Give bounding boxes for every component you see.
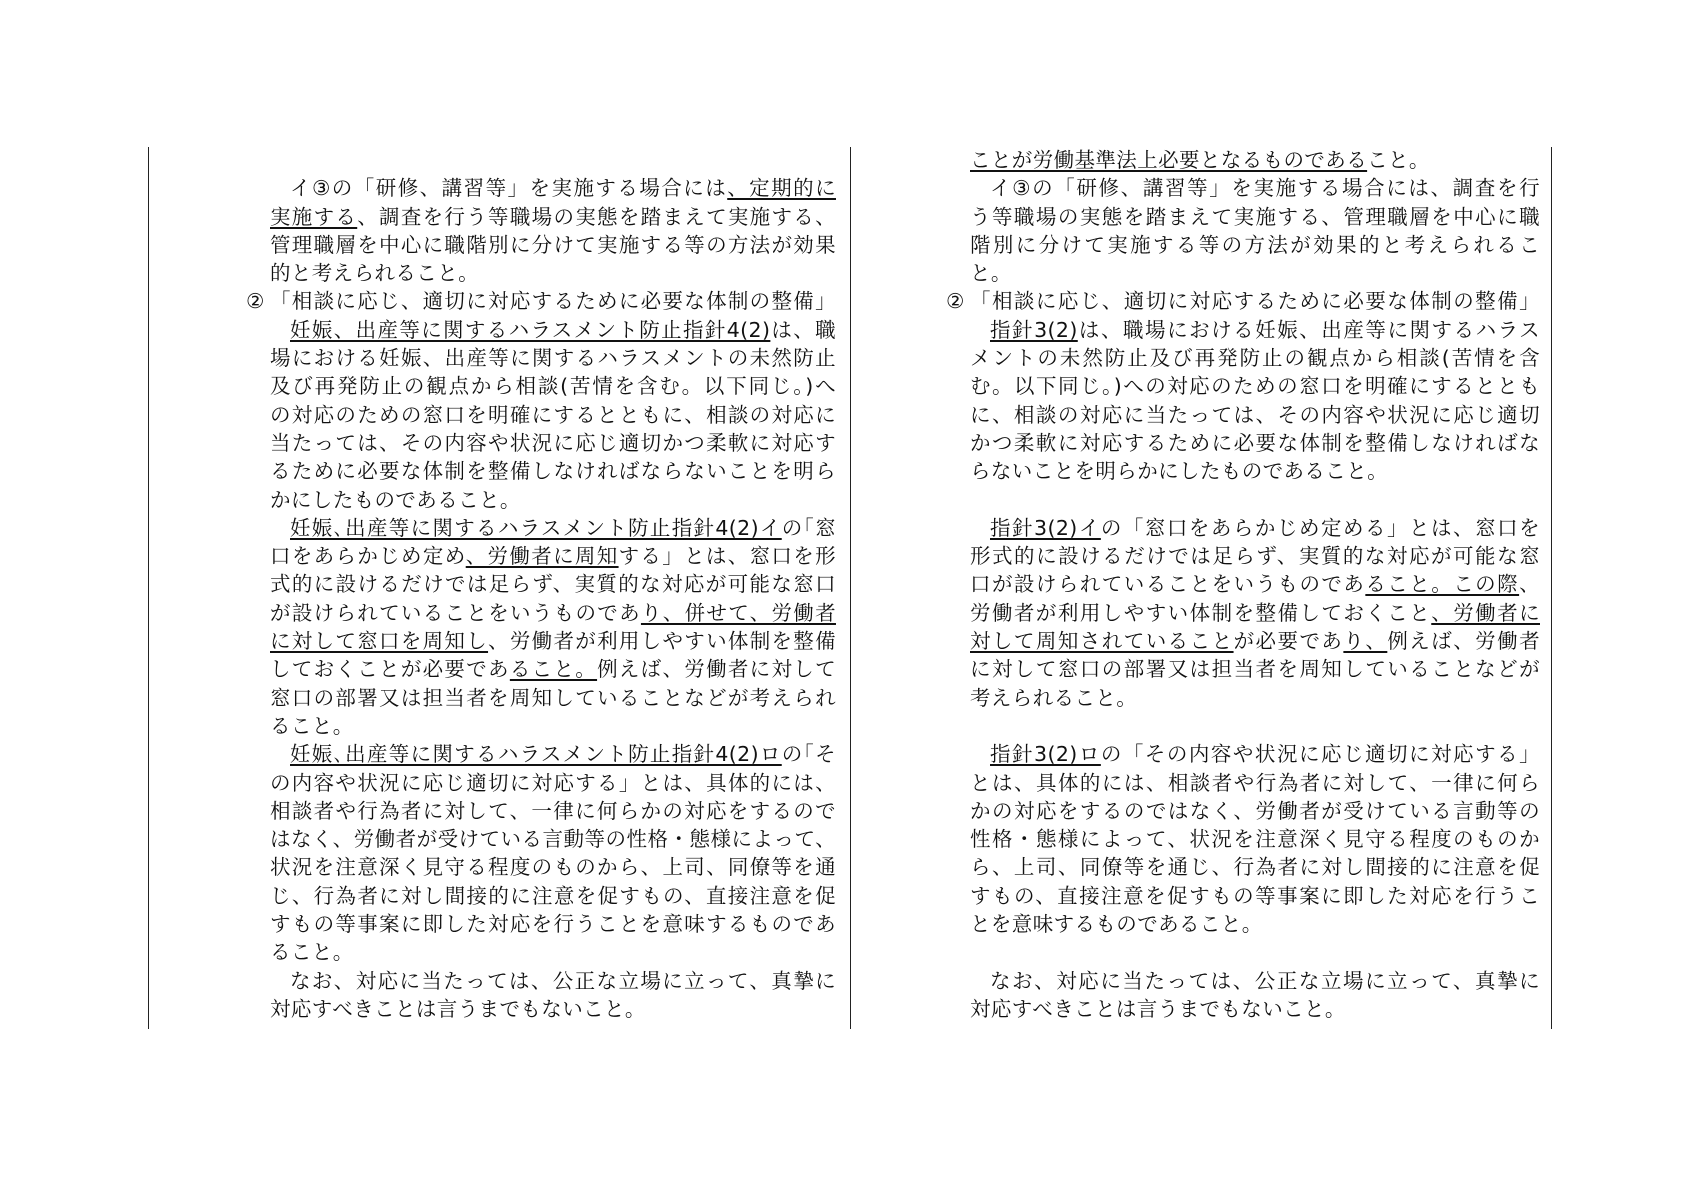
text-segment: う等職場の実態を踏まえて実施する、管理職層を中心に職 (970, 204, 1540, 229)
underlined-text: 妊娠､出産等に関するハラスメント防止指針4(2)ロ (290, 742, 782, 767)
text-line (970, 259, 1540, 287)
text-segment: 場における妊娠、出産等に関するハラスメントの未然防止 (270, 346, 836, 371)
text-segment: 管理職層を中心に職階別に分けて実施する等の方法が効果 (270, 232, 836, 257)
text-line (970, 882, 1540, 910)
underlined-text: ること。この際 (1365, 572, 1520, 597)
text-line (270, 967, 836, 995)
text-line (970, 429, 1540, 457)
text-line (270, 655, 836, 683)
column-rule-left (148, 147, 149, 1029)
underlined-text: り、併せて、労働者 (640, 600, 836, 625)
text-line (270, 712, 836, 740)
text-segment: らないことを明らかにしたものであること。 (970, 459, 1388, 484)
text-line (270, 740, 836, 768)
text-segment: と。 (970, 261, 1012, 286)
text-line (970, 231, 1540, 259)
underlined-text: 妊娠、出産等に関するハラスメント防止指針4(2) (290, 317, 771, 342)
text-line (970, 401, 1540, 429)
text-line (270, 797, 836, 825)
text-line (970, 344, 1540, 372)
underlined-text: に対して窓口を周知し (270, 629, 489, 654)
text-line (270, 995, 836, 1023)
text-line (270, 938, 836, 966)
right-column-text (946, 146, 1540, 1023)
text-line (970, 627, 1540, 655)
text-segment: 例えば、労働者に対して (597, 657, 836, 682)
text-segment: 窓口の部署又は担当者を周知していることなどが考えられ (270, 685, 836, 710)
text-line (970, 684, 1540, 712)
text-line (270, 486, 836, 514)
text-segment: 的と考えられること。 (270, 261, 479, 286)
text-line (970, 174, 1540, 202)
text-segment: 「相談に応じ、適切に対応するために必要な体制の整備」 (270, 289, 836, 314)
text-line (270, 910, 836, 938)
underlined-text: 指針3(2)イ (990, 515, 1101, 540)
text-segment: 、調査を行う等職場の実態を踏まえて実施する、 (357, 204, 836, 229)
text-segment: ること。 (270, 940, 354, 965)
text-segment: 労働者が利用しやすい体制を整備しておくこと (970, 600, 1432, 625)
text-line (970, 769, 1540, 797)
text-line (270, 769, 836, 797)
text-segment: 、 (1519, 572, 1540, 597)
text-line (970, 995, 1540, 1023)
underlined-text: 、労働者に (1431, 600, 1540, 625)
text-line (270, 203, 836, 231)
text-segment: イ③の「研修、講習等」を実施する場合には、調査を行 (990, 176, 1540, 201)
text-line (270, 316, 836, 344)
text-segment: 相談者や行為者に対して、一律に何らかの対応をするので (270, 798, 836, 823)
underlined-text: ことが労働基準法上必要となるものである (970, 148, 1368, 172)
text-line (270, 882, 836, 910)
underlined-text: ること。 (509, 657, 598, 682)
text-line (970, 372, 1540, 400)
text-segment: なお、対応に当たっては、公正な立場に立って、真摯に (990, 968, 1540, 993)
text-segment: 対応すべきことは言うまでもないこと。 (270, 996, 646, 1021)
left-column-text (246, 146, 836, 1023)
underlined-text: 指針3(2) (990, 317, 1078, 342)
text-segment: メントの未然防止及び再発防止の観点から相談(苦情を含 (970, 346, 1540, 371)
text-segment: こと。 (1367, 148, 1430, 172)
text-segment: イ③の「研修、講習等」を実施する場合には (290, 176, 728, 201)
text-segment: すもの等事案に即した対応を行うことを意味するものであ (270, 912, 836, 937)
text-segment: とは、具体的には、相談者や行為者に対して、一律に何ら (970, 770, 1540, 795)
text-line (270, 344, 836, 372)
text-segment: に、相談の対応に当たっては、その内容や状況に応じ適切 (970, 402, 1540, 427)
text-line (270, 570, 836, 598)
text-line (970, 655, 1540, 683)
text-segment: 及び再発防止の観点から相談(苦情を含む。以下同じ。)へ (270, 374, 836, 399)
text-line (970, 316, 1540, 344)
text-line (970, 938, 1540, 966)
text-line (970, 599, 1540, 627)
text-segment: に対して窓口の部署又は担当者を周知していることなどが (970, 657, 1540, 682)
text-line (270, 372, 836, 400)
text-line (970, 853, 1540, 881)
text-segment: 考えられること。 (970, 685, 1138, 710)
text-line (970, 486, 1540, 514)
text-segment: が設けられていることをいうものであ (270, 600, 641, 625)
text-segment: すもの、直接注意を促すもの等事案に即した対応を行うこ (970, 883, 1540, 908)
column-rule-right (1551, 147, 1552, 1029)
text-line (970, 740, 1540, 768)
text-segment: 、労働者が利用しやすい体制を整備 (488, 629, 836, 654)
text-line (970, 910, 1540, 938)
text-segment: しておくことが必要であ (270, 657, 510, 682)
text-segment: るために必要な体制を整備しなければならないことを明ら (270, 459, 836, 484)
text-line (270, 457, 836, 485)
text-line (970, 514, 1540, 542)
underlined-text: 、労働者に周知 (465, 544, 619, 569)
text-segment: が必要であ (1233, 629, 1344, 654)
text-line (970, 457, 1540, 485)
text-segment: 式的に設けるだけでは足らず、実質的な対応が可能な窓口 (270, 572, 836, 597)
text-segment: はなく、労働者が受けている言動等の性格・態様によって、 (270, 827, 836, 852)
text-segment: の｢そ (781, 742, 836, 767)
text-segment: かにしたものであること。 (270, 487, 521, 512)
text-segment: ること。 (270, 713, 354, 738)
text-line (270, 627, 836, 655)
text-line (270, 401, 836, 429)
text-segment: の対応のための窓口を明確にするとともに、相談の対応に (270, 402, 836, 427)
text-segment: 口をあらかじめ定め (270, 544, 466, 569)
text-segment: の内容や状況に応じ適切に対応する」とは、具体的には、 (270, 770, 836, 795)
text-line (270, 853, 836, 881)
text-line (270, 825, 836, 853)
text-line (970, 146, 1540, 174)
text-segment: じ、行為者に対し間接的に注意を促すもの、直接注意を促 (270, 883, 836, 908)
text-segment: 対応すべきことは言うまでもないこと。 (970, 996, 1346, 1021)
text-segment: む。以下同じ。)への対応のための窓口を明確にするととも (970, 374, 1540, 399)
text-line (270, 542, 836, 570)
text-line (970, 712, 1540, 740)
column-rule-middle (850, 147, 851, 1029)
text-line (270, 174, 836, 202)
text-line (270, 684, 836, 712)
text-segment: 例えば、労働者 (1387, 629, 1540, 654)
text-segment: 口が設けられていることをいうものであ (970, 572, 1366, 597)
text-line (270, 514, 836, 542)
text-segment: 「相談に応じ、適切に対応するために必要な体制の整備」 (970, 289, 1540, 314)
text-segment: の｢窓 (781, 515, 836, 540)
text-segment: とを意味するものであること。 (970, 912, 1263, 937)
underlined-text: り、 (1343, 629, 1388, 654)
text-line (970, 570, 1540, 598)
text-segment: 性格・態様によって、状況を注意深く見守る程度のものか (970, 827, 1540, 852)
text-segment: ら、上司、同僚等を通じ、行為者に対し間接的に注意を促 (970, 855, 1540, 880)
text-segment: かの対応をするのではなく、労働者が受けている言動等の (970, 798, 1540, 823)
text-line (270, 146, 836, 174)
text-segment: の「その内容や状況に応じ適切に対応する」 (1100, 742, 1540, 767)
text-segment: かつ柔軟に対応するために必要な体制を整備しなければな (970, 430, 1540, 455)
text-segment: 形式的に設けるだけでは足らず、実質的な対応が可能な窓 (970, 544, 1540, 569)
underlined-text: 妊娠､出産等に関するハラスメント防止指針4(2)イ (290, 515, 782, 540)
text-line (970, 825, 1540, 853)
text-line: ② 「相談に応じ、適切に対応するために必要な体制の整備」 (246, 289, 836, 314)
text-segment: は、職場における妊娠、出産等に関するハラス (1077, 317, 1540, 342)
text-line (970, 967, 1540, 995)
underlined-text: 対して周知されていること (970, 629, 1234, 654)
text-line (270, 599, 836, 627)
text-line (970, 797, 1540, 825)
underlined-text: 、定期的に (727, 176, 836, 201)
text-line (970, 542, 1540, 570)
text-segment: は、職 (770, 317, 836, 342)
text-segment: する」とは、窓口を形 (618, 544, 836, 569)
text-line (270, 429, 836, 457)
text-segment: の「窓口をあらかじめ定める」とは、窓口を (1100, 515, 1540, 540)
text-line: ② 「相談に応じ、適切に対応するために必要な体制の整備」 (946, 289, 1540, 314)
text-segment: 状況を注意深く見守る程度のものから、上司、同僚等を通 (270, 855, 836, 880)
text-segment: なお、対応に当たっては、公正な立場に立って、真摯に (290, 968, 836, 993)
text-segment: 階別に分けて実施する等の方法が効果的と考えられるこ (970, 232, 1540, 257)
text-line (970, 203, 1540, 231)
underlined-text: 指針3(2)ロ (990, 742, 1101, 767)
text-line (270, 259, 836, 287)
underlined-text: 実施する (270, 204, 358, 229)
text-line (270, 231, 836, 259)
text-segment: 当たっては、その内容や状況に応じ適切かつ柔軟に対応す (270, 430, 836, 455)
